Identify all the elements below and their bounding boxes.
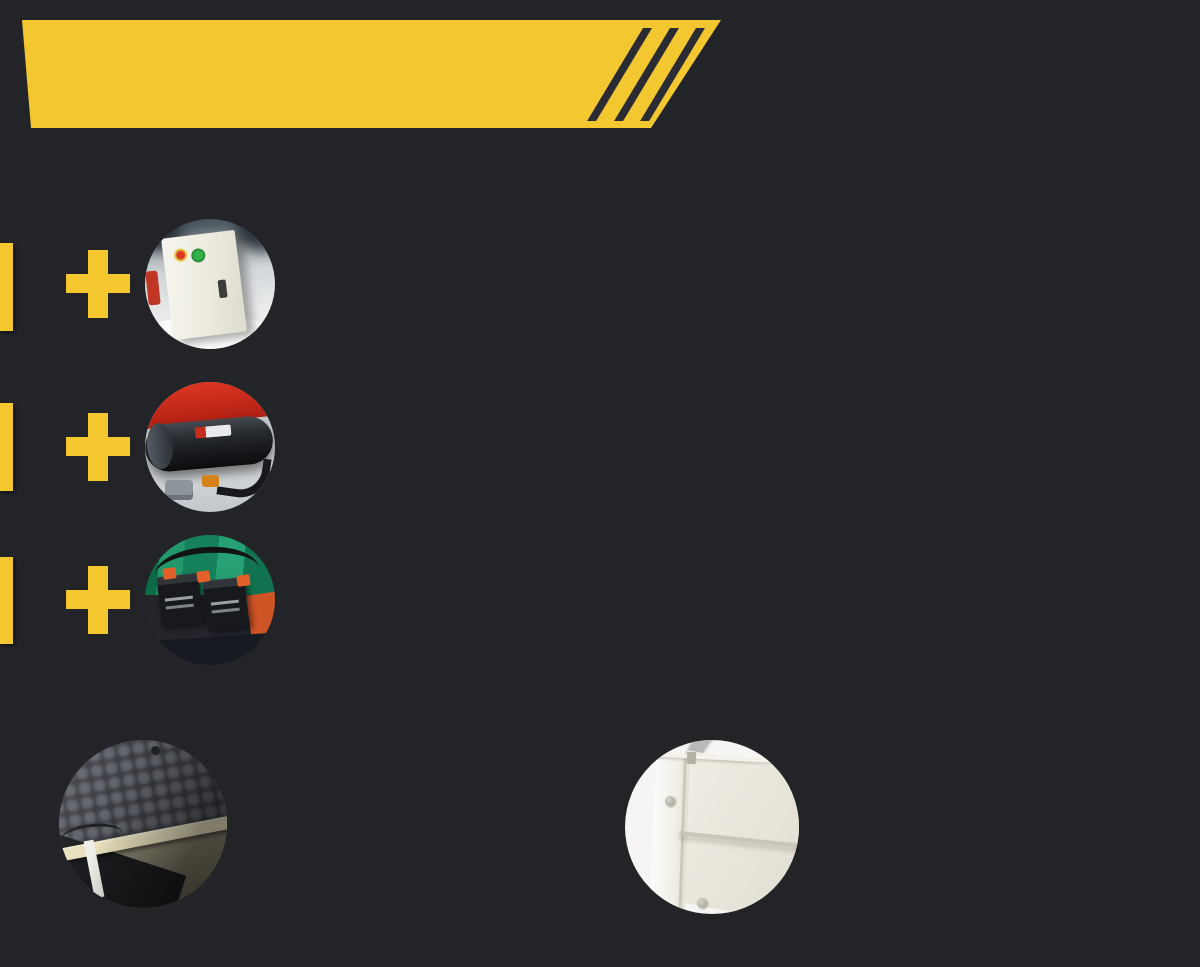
photo-detail	[697, 898, 707, 908]
ats-cabinet-photo	[145, 219, 275, 349]
acoustic-foam-photo	[59, 740, 227, 908]
left-edge-bar	[0, 243, 13, 331]
photo-detail	[196, 570, 210, 583]
photo-detail	[165, 480, 193, 500]
plus-icon	[66, 250, 130, 318]
cabinet-box	[161, 230, 247, 340]
plus-icon	[66, 413, 130, 481]
left-edge-bar	[0, 403, 13, 491]
battery-box	[157, 573, 204, 627]
lightning-bolt-column	[1104, 0, 1184, 967]
green-button-detail	[193, 250, 204, 261]
photo-detail	[145, 270, 160, 305]
photo-detail	[687, 752, 697, 764]
battery-with-charger-photo	[145, 535, 275, 665]
steel-casing-photo	[625, 740, 799, 914]
photo-detail	[236, 574, 250, 587]
photo-shadow	[235, 219, 275, 251]
photo-detail	[162, 567, 176, 580]
left-edge-bar	[0, 557, 13, 644]
header-banner	[0, 0, 770, 140]
photo-detail	[216, 453, 271, 502]
photo-detail	[59, 740, 227, 908]
coolant-heater-photo	[145, 382, 275, 512]
photo-detail	[145, 632, 275, 665]
photo-detail	[218, 279, 228, 298]
photo-detail	[665, 796, 675, 806]
feature-row-akb	[66, 535, 316, 665]
plus-icon	[66, 566, 130, 634]
red-button-detail	[176, 250, 186, 260]
feature-row-pozh	[66, 382, 316, 512]
feature-row-avr	[66, 219, 316, 349]
photo-detail	[202, 475, 219, 487]
